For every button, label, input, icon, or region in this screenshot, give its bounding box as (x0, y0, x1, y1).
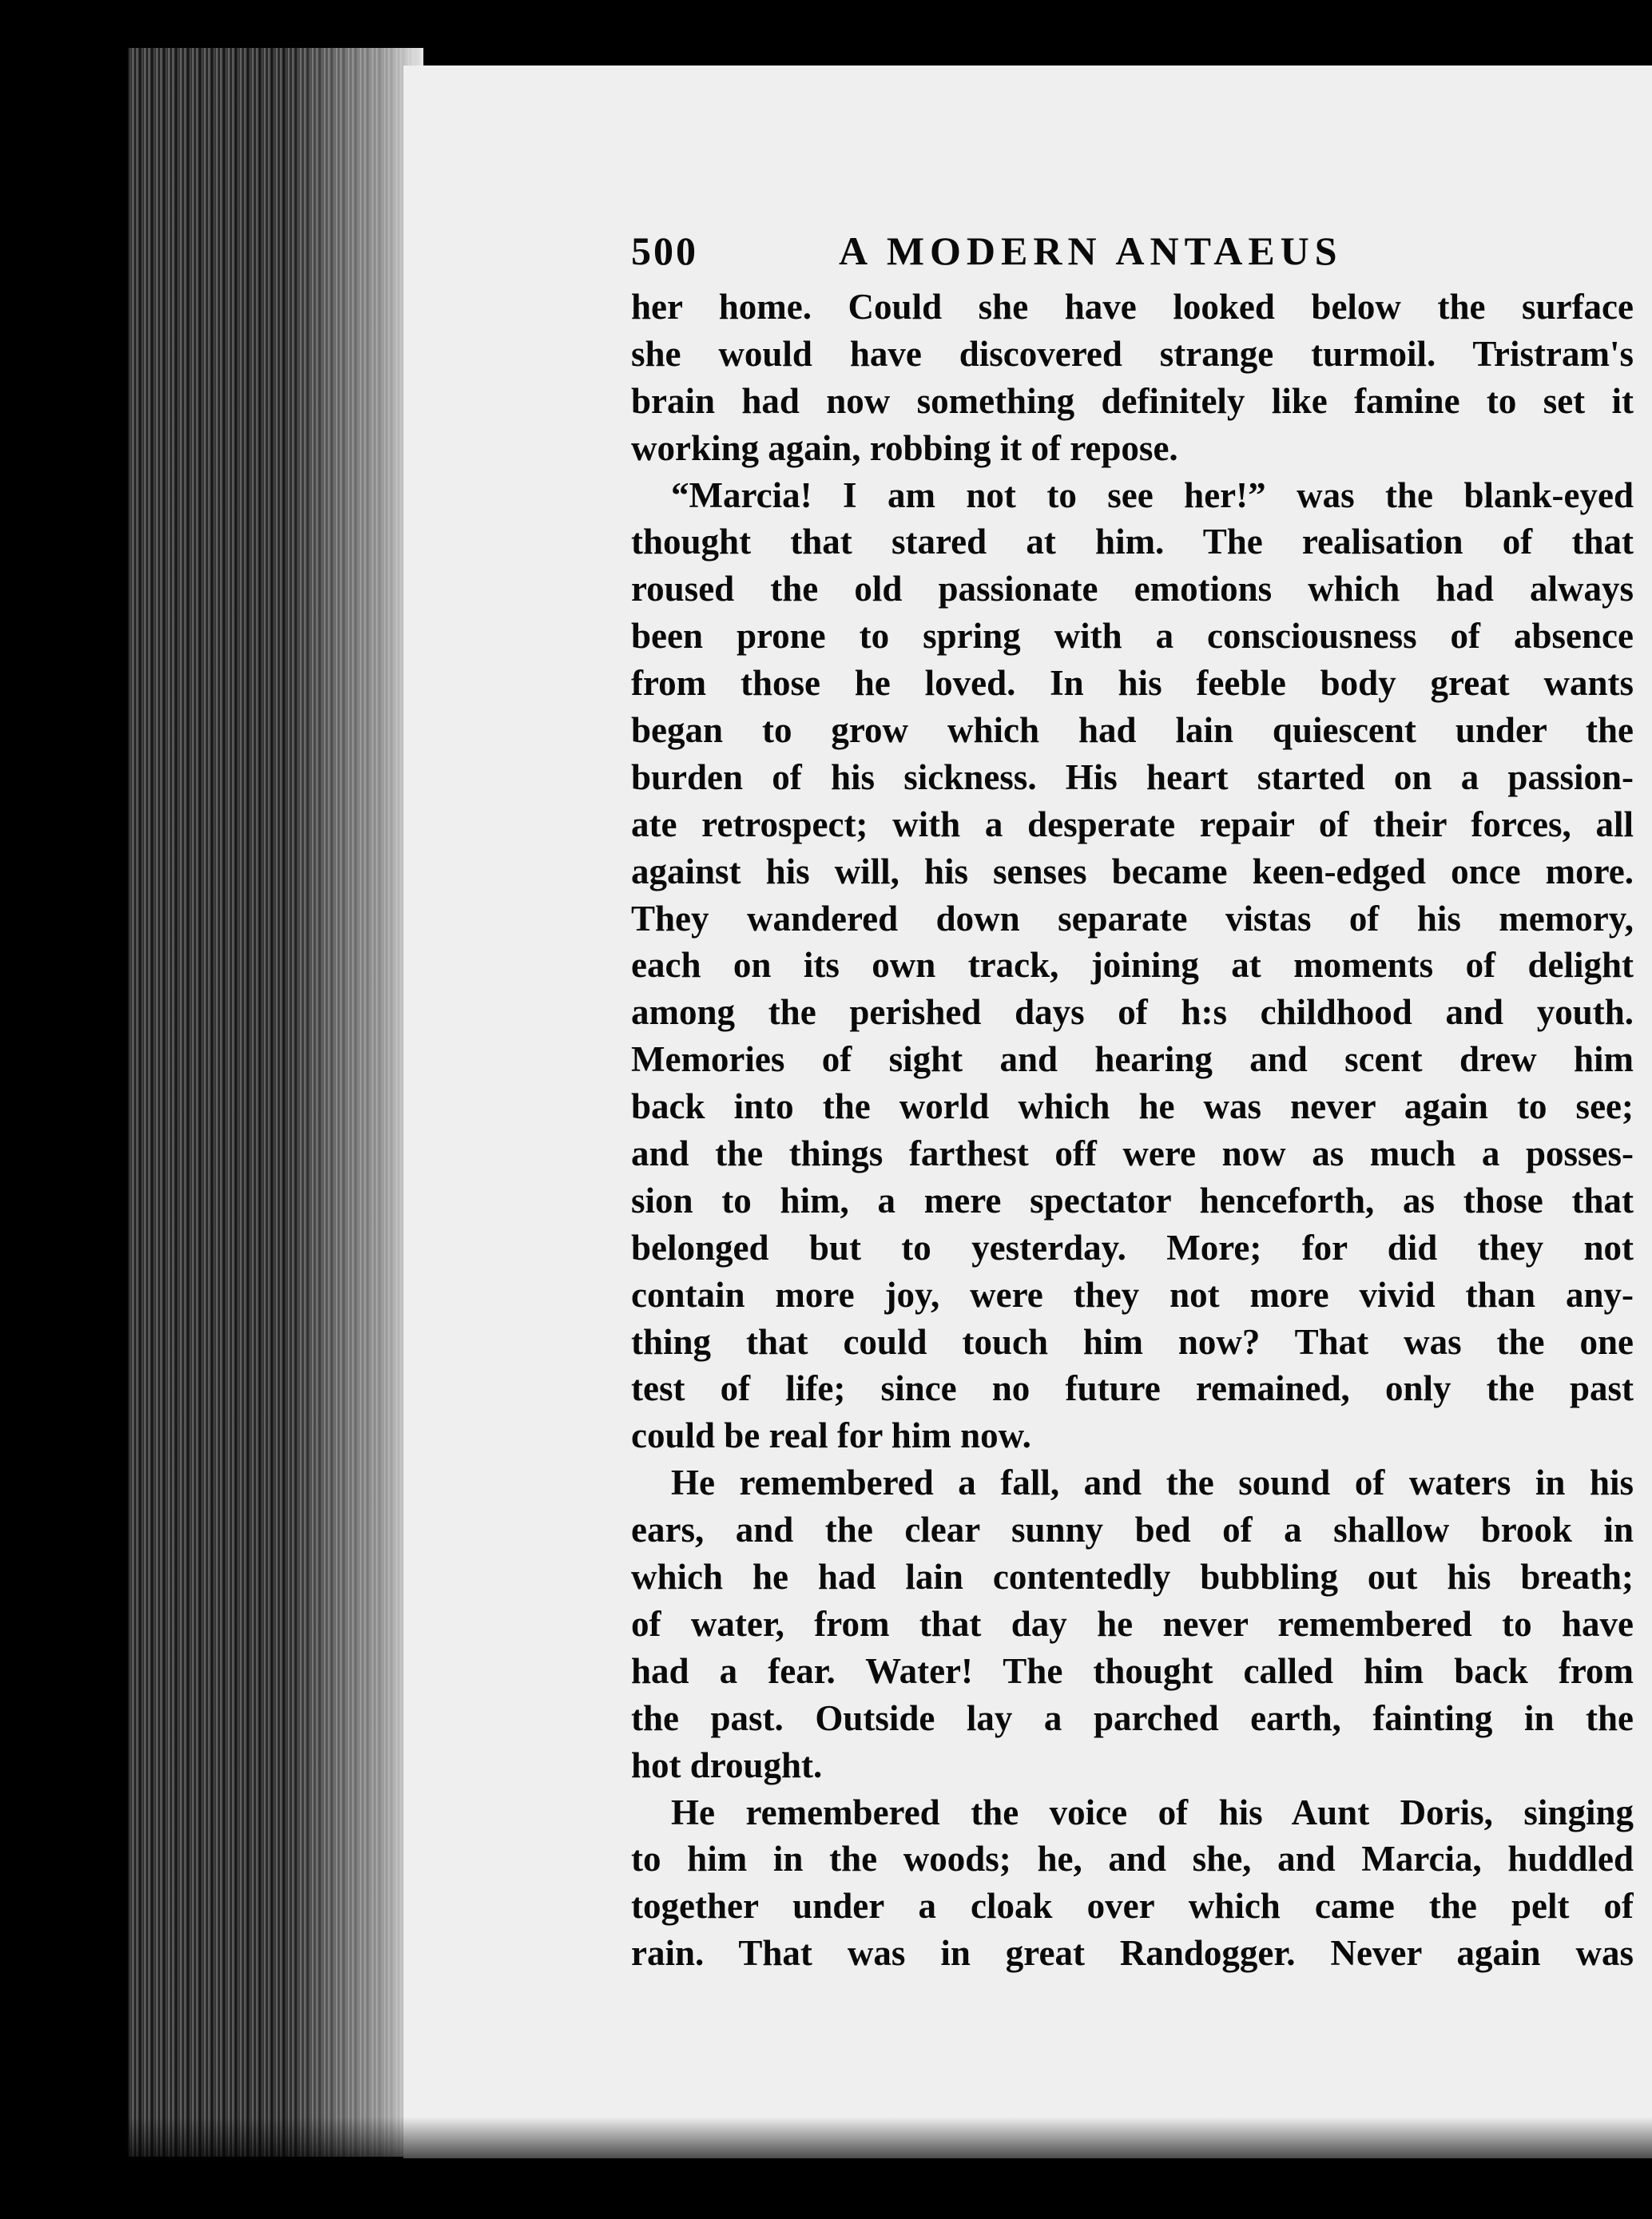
text-line: each on its own track, joining at moments of delight (631, 945, 1634, 986)
text-line: had a fear. Water! The thought called him back from (631, 1650, 1634, 1691)
text-line: been prone to spring with a consciousness of absence (631, 616, 1634, 657)
text-line: hot drought. (631, 1745, 823, 1785)
text-line: Memories of sight and hearing and scent drew him (631, 1039, 1634, 1080)
text-line: to him in the woods; he, and she, and Marcia, huddled (631, 1839, 1634, 1880)
text-line: from those he loved. In his feeble body great wants (631, 663, 1634, 704)
text-line: against his will, his senses became keen-edged once more. (631, 851, 1634, 891)
text-line: ears, and the clear sunny bed of a shallow brook in (631, 1510, 1634, 1550)
body-text (631, 284, 1634, 1977)
running-head (631, 228, 1634, 284)
text-line: together under a cloak over which came the pelt of (631, 1886, 1634, 1927)
text-line: rain. That was in great Randogger. Never again was (631, 1933, 1634, 1974)
text-block (631, 228, 1634, 1977)
text-line: “Marcia! I am not to see her!” was the blank-eyed (671, 474, 1634, 515)
text-line: and the things farthest off were now as much a posses- (631, 1133, 1634, 1174)
text-line: thing that could touch him now? That was the one (631, 1321, 1634, 1362)
text-line: He remembered a fall, and the sound of waters in his (671, 1463, 1634, 1503)
text-line: He remembered the voice of his Aunt Doris, singing (671, 1792, 1634, 1832)
text-line: They wandered down separate vistas of his memory, (631, 898, 1634, 939)
text-line: test of life; since no future remained, only the past (631, 1368, 1634, 1409)
text-line: working again, robbing it of repose. (631, 427, 1178, 468)
text-line: ate retrospect; with a desperate repair of their forces, all (631, 804, 1634, 844)
text-line: belonged but to yesterday. More; for did they not (631, 1227, 1634, 1268)
running-title: A MODERN ANTAEUS (839, 228, 1343, 273)
text-line: which he had lain contentedly bubbling out his breath; (631, 1557, 1634, 1598)
text-line: roused the old passionate emotions which had always (631, 569, 1634, 609)
text-line: among the perished days of h:s childhood and youth. (631, 992, 1634, 1033)
page-number: 500 (631, 228, 698, 273)
text-line: she would have discovered strange turmoil. Tristram's (631, 333, 1634, 374)
text-line: thought that stared at him. The realisation of that (631, 522, 1634, 562)
text-line: began to grow which had lain quiescent under the (631, 710, 1634, 751)
text-line: could be real for him now. (631, 1415, 1031, 1456)
text-line: brain had now something definitely like famine to set it (631, 380, 1634, 421)
text-line: contain more joy, were they not more vivid than any- (631, 1274, 1634, 1315)
text-line: back into the world which he was never again to see; (631, 1086, 1634, 1127)
bottom-shadow (64, 2117, 1652, 2219)
text-line: sion to him, a mere spectator henceforth, as those that (631, 1180, 1634, 1221)
text-line: the past. Outside lay a parched earth, fainting in the (631, 1697, 1634, 1738)
text-line: of water, from that day he never remembered to have (631, 1603, 1634, 1644)
text-line: her home. Could she have looked below the surface (631, 287, 1634, 327)
text-line: burden of his sickness. His heart started on a passion- (631, 756, 1634, 797)
